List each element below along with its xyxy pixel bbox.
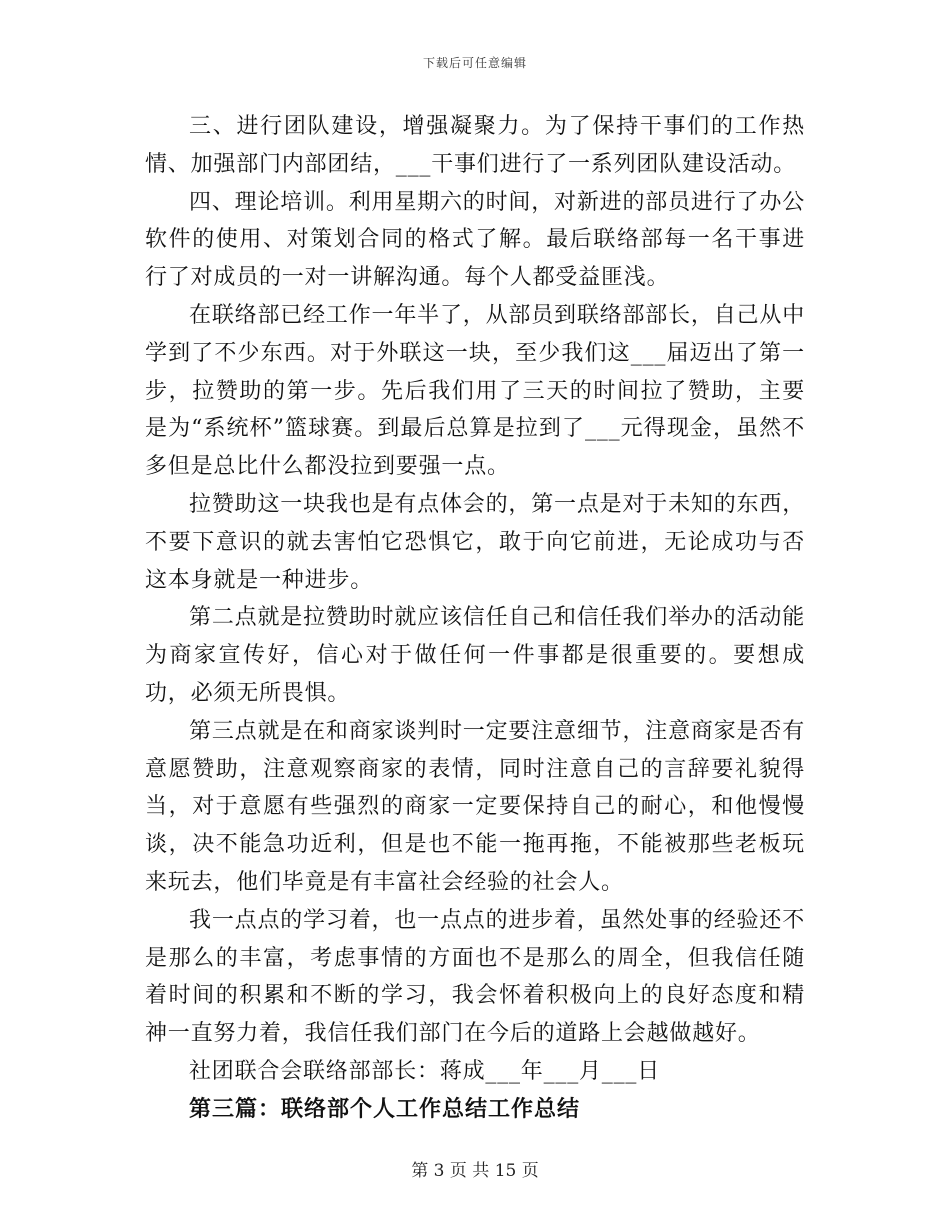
paragraph-team-building: 三、进行团队建设，增强凝聚力。为了保持干事们的工作热情、加强部门内部团结，___干事们进行了一系列团队建设活动。 — [145, 114, 805, 177]
signature-line: 社团联合会联络部部长：蒋成___年___月___日 — [189, 1058, 661, 1084]
paragraph-theory-training: 四、理论培训。利用星期六的时间，对新进的部员进行了办公软件的使用、对策划合同的格式了解。最后联络部每一名干事进行了对成员的一对一讲解沟通。每个人都受益匪浅。 — [145, 189, 805, 291]
section-title: 第三篇：联络部个人工作总结工作总结 — [189, 1096, 581, 1122]
page-header: 下载后可任意编辑 — [422, 56, 527, 70]
page-number: 第 3 页 共 15 页 — [411, 1161, 539, 1181]
paragraph-one-and-half-years: 在联络部已经工作一年半了，从部员到联络部部长，自己从中学到了不少东西。对于外联这一块，至少我们这___届迈出了第一步，拉赞助的第一步。先后我们用了三天的时间拉了赞助，主要是为“系统杯”篮球赛。到最后总算是拉到了___元得现金，虽然不多但是总比什么都没拉到要强一点。 — [145, 302, 805, 480]
paragraph-sponsorship-point-three: 第三点就是在和商家谈判时一定要注意细节，注意商家是否有意愿赞助，注意观察商家的表情，同时注意自己的言辞要礼貌得当，对于意愿有些强烈的商家一定要保持自己的耐心，和他慢慢谈，决不能急功近利，但是也不能一拖再拖，不能被那些老板玩来玩去，他们毕竟是有丰富社会经验的社会人。 — [145, 718, 805, 895]
paragraph-sponsorship-point-two: 第二点就是拉赞助时就应该信任自己和信任我们举办的活动能为商家宣传好，信心对于做任何一件事都是很重要的。要想成功，必须无所畏惧。 — [145, 605, 805, 706]
paragraph-learning-progress: 我一点点的学习着，也一点点的进步着，虽然处事的经验还不是那么的丰富，考虑事情的方面也不是那么的周全，但我信任随着时间的积累和不断的学习，我会怀着积极向上的良好态度和精神一直努力着，我信任我们部门在今后的道路上会越做越好。 — [145, 907, 805, 1047]
paragraph-sponsorship-point-one: 拉赞助这一块我也是有点体会的，第一点是对于未知的东西，不要下意识的就去害怕它恐惧它，敢于向它前进，无论成功与否这本身就是一种进步。 — [145, 491, 805, 593]
document-body — [145, 108, 805, 1129]
